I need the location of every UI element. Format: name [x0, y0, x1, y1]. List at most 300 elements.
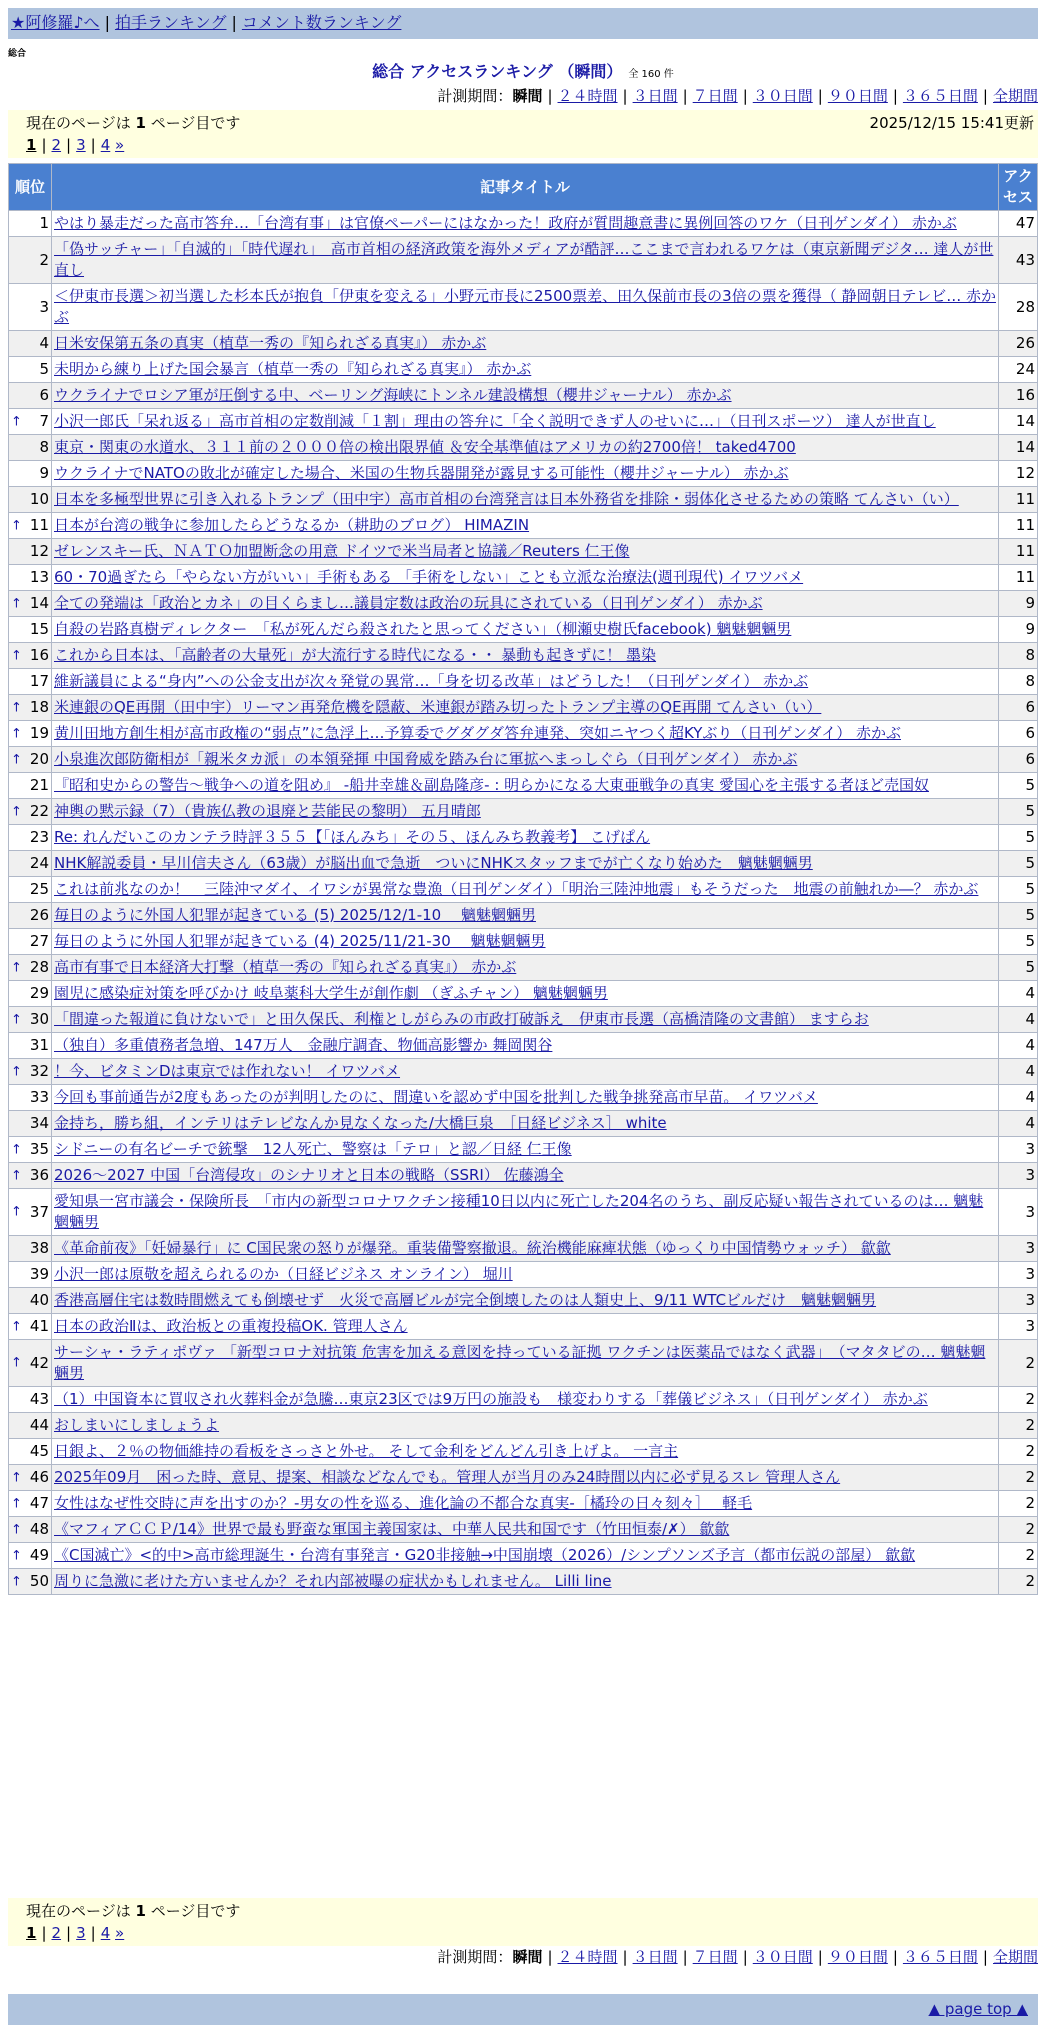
access-count: 8 [999, 643, 1037, 668]
access-count: 2 [999, 1413, 1037, 1438]
article-title-link[interactable]: 「間違った報道に負けないで」と田久保氏、利権としがらみの市政打破訴え 伊東市長選（高橋清隆の文書館） ますらお [54, 1010, 869, 1028]
title-cell [52, 1007, 998, 1032]
article-title-link[interactable]: サーシャ・ラティポヴァ 「新型コロナ対抗策 危害を加える意図を持っている証拠 ワクチンは医薬品ではなく武器」 （マタタビの… 魑魅魍魎男 [54, 1343, 986, 1382]
access-count: 6 [999, 695, 1037, 720]
period-selector-bottom [437, 1946, 1038, 1968]
article-title-link[interactable]: 日本の政治Ⅱは、政治板との重複投稿OK. 管理人さん [54, 1317, 408, 1335]
access-count: 5 [999, 877, 1037, 902]
access-count: 9 [999, 591, 1037, 616]
access-count: 3 [999, 1314, 1037, 1339]
table-row [9, 617, 1037, 642]
title-cell [52, 1163, 998, 1188]
rank-number: 41 [29, 1317, 49, 1335]
title-cell [52, 1387, 998, 1412]
title-cell [52, 721, 998, 746]
home-link[interactable]: ★阿修羅♪へ [11, 13, 100, 32]
access-count: 5 [999, 799, 1037, 824]
rank-number: 6 [39, 386, 49, 404]
separator: | [682, 1948, 688, 1966]
article-title-link[interactable]: NHK解説委員・早川信夫さん（63歳）が脳出血で急逝 ついにNHKスタッフまでが亡くなり始めた 魑魅魍魎男 [54, 854, 813, 872]
article-title-link[interactable]: 小沢一郎は原敬を超えられるのか（日経ビジネス オンライン） 堀川 [54, 1265, 513, 1283]
table-row [9, 1491, 1037, 1516]
period-link[interactable]: ９０日間 [827, 87, 888, 105]
table-row [9, 1439, 1037, 1464]
article-title-link[interactable]: 「偽サッチャー」「自滅的」「時代遅れ」 高市首相の経済政策を海外メディアが酷評…ここまで言われるワケは（東京新聞デジタ… 達人が世直し [54, 240, 994, 279]
page-text-pre: 現在のページは [26, 1902, 131, 1920]
pagination-link[interactable]: 3 [76, 136, 86, 154]
rank-up-icon: ↑ [11, 1142, 22, 1157]
separator: | [682, 87, 688, 105]
article-title-link[interactable]: 『昭和史からの警告〜戦争への道を阻め』 -船井幸雄＆副島隆彦- : 明らかになる大東亜戦争の真実 愛国心を主張する者ほど売国奴 [54, 776, 929, 794]
period-link[interactable]: 全期間 [992, 1948, 1038, 1966]
table-row [9, 539, 1037, 564]
title-cell [52, 487, 998, 512]
title-cell [52, 383, 998, 408]
rank-number: 8 [39, 438, 49, 456]
article-title-link[interactable]: ゼレンスキー氏、ＮＡＴＯ加盟断念の用意 ドイツで米当局者と協議／Reuters 仁王像 [54, 542, 630, 560]
rank-cell [9, 513, 51, 538]
separator: | [231, 13, 237, 32]
title-cell [52, 1137, 998, 1162]
rank-number: 28 [29, 958, 49, 976]
access-count: 4 [999, 1033, 1037, 1058]
rank-cell [9, 929, 51, 954]
rank-up-icon: ↑ [11, 1522, 22, 1537]
rank-number: 11 [29, 516, 49, 534]
article-title-link[interactable]: 日米安保第五条の真実（植草一秀の『知られざる真実』） 赤かぶ [54, 334, 487, 352]
title-cell [52, 284, 998, 330]
access-count: 3 [999, 1189, 1037, 1235]
rank-number: 12 [29, 542, 49, 560]
title-cell [52, 1439, 998, 1464]
rank-cell [9, 211, 51, 236]
access-count: 5 [999, 903, 1037, 928]
article-title-link[interactable]: 金持ち，勝ち組，インテリはテレビなんか見なくなった/大橋巨泉 ［日経ビジネス］ white [54, 1114, 667, 1132]
pagination-link[interactable]: 3 [76, 1924, 86, 1942]
period-link[interactable]: ２４時間 [557, 1948, 618, 1966]
article-title-link[interactable]: これは前兆なのか！ 三陸沖マダイ、イワシが異常な豊漁（日刊ゲンダイ）「明治三陸沖地震」もそうだった 地震の前触れか―？ 赤かぶ [54, 880, 979, 898]
rank-number: 39 [29, 1265, 49, 1283]
rank-cell [9, 487, 51, 512]
rank-cell [9, 669, 51, 694]
separator: | [742, 87, 748, 105]
separator: | [41, 136, 47, 154]
separator: | [892, 1948, 898, 1966]
rank-number: 1 [39, 214, 49, 232]
access-count: 4 [999, 981, 1037, 1006]
title-cell [52, 955, 998, 980]
rank-header: 順位 [9, 164, 51, 210]
rank-up-icon: ↑ [11, 1574, 22, 1589]
rank-up-icon: ↑ [11, 1064, 22, 1079]
access-count: 11 [999, 539, 1037, 564]
period-label: 計測期間： [437, 87, 513, 105]
period-link[interactable]: ９０日間 [827, 1948, 888, 1966]
rank-number: 7 [39, 412, 49, 430]
table-row [9, 591, 1037, 616]
table-row [9, 1059, 1037, 1084]
title-cell [52, 1085, 998, 1110]
pagination-next[interactable]: » [115, 136, 125, 154]
article-title-link[interactable]: 毎日のように外国人犯罪が起きている (4) 2025/11/21-30 魑魅魍魎男 [54, 932, 546, 950]
page-info-top [8, 110, 1038, 158]
article-title-link[interactable]: 《革命前夜》「妊婦暴行」に C国民衆の怒りが爆発。重装備警察撤退。統治機能麻痺状態（ゆっくり中国情勢ウォッチ） 歙歙 [54, 1239, 891, 1257]
rank-number: 5 [39, 360, 49, 378]
access-count: 5 [999, 929, 1037, 954]
rank-number: 34 [29, 1114, 49, 1132]
title-cell [52, 1236, 998, 1261]
top-nav-bar [8, 8, 1038, 39]
separator: | [817, 87, 823, 105]
access-count: 3 [999, 1236, 1037, 1261]
page-info-bottom [8, 1898, 1038, 1946]
rank-number: 2 [39, 250, 49, 269]
article-title-link[interactable]: 《マフィアＣＣＰ/14》世界で最も野蛮な軍国主義国家は、中華人民共和国です（竹田恒泰/✗） 歙歙 [54, 1520, 730, 1538]
rank-number: 40 [29, 1291, 49, 1309]
rank-up-icon: ↑ [11, 960, 22, 975]
rank-cell [9, 409, 51, 434]
rank-number: 36 [29, 1166, 49, 1184]
rank-cell [9, 747, 51, 772]
rank-cell [9, 903, 51, 928]
article-title-link[interactable]: 神輿の黙示録（7）（貴族仏教の退廃と芸能民の黎明） 五月晴郎 [54, 802, 481, 820]
article-title-link[interactable]: 愛知県一宮市議会・保険所長 「市内の新型コロナワクチン接種10日以内に死亡した204名のうち、副反応疑い報告されているのは… 魑魅魍魎男 [54, 1192, 984, 1231]
period-label: 計測期間： [437, 1948, 513, 1966]
rank-cell [9, 383, 51, 408]
title-cell [52, 591, 998, 616]
access-count: 11 [999, 513, 1037, 538]
table-row [9, 955, 1037, 980]
rank-number: 33 [29, 1088, 49, 1106]
table-row [9, 1236, 1037, 1261]
rank-number: 14 [29, 594, 49, 612]
pagination-link[interactable]: 2 [51, 136, 62, 154]
article-title-link[interactable]: ＜伊東市長選＞初当選した杉本氏が抱負「伊東を変える」小野元市長に2500票差、田久保前市長の3倍の票を獲得（ 静岡朝日テレビ… 赤かぶ [54, 287, 996, 326]
access-count: 4 [999, 1059, 1037, 1084]
article-title-link[interactable]: 2026～2027 中国「台湾侵攻」のシナリオと日本の戦略（SSRI） 佐藤鴻全 [54, 1166, 564, 1184]
rank-up-icon: ↑ [11, 518, 22, 533]
rank-cell [9, 539, 51, 564]
article-title-link[interactable]: 60・70過ぎたら「やらない方がいい」手術もある 「手術をしない」ことも立派な治療法(週刊現代) イワツバメ [54, 568, 804, 586]
article-title-link[interactable]: （1）中国資本に買収され火葬料金が急騰…東京23区では9万円の施設も 様変わりする「葬儀ビジネス」（日刊ゲンダイ） 赤かぶ [54, 1390, 928, 1408]
rank-cell [9, 1111, 51, 1136]
pagination-next[interactable]: » [115, 1924, 125, 1942]
access-count: 2 [999, 1387, 1037, 1412]
title-cell [52, 617, 998, 642]
table-row [9, 981, 1037, 1006]
title-cell [52, 695, 998, 720]
separator: | [66, 136, 72, 154]
article-title-link[interactable]: 園児に感染症対策を呼びかけ 岐阜薬科大学生が創作劇 （ぎふチャン） 魑魅魍魎男 [54, 984, 608, 1002]
separator: | [742, 1948, 748, 1966]
separator: | [622, 87, 628, 105]
pagination-current: 1 [26, 1924, 37, 1942]
table-row [9, 237, 1037, 283]
access-count: 11 [999, 565, 1037, 590]
separator: | [817, 1948, 823, 1966]
rank-cell [9, 1262, 51, 1287]
page-top-link[interactable]: ▲ page top ▲ [928, 2000, 1028, 2018]
separator: | [41, 1924, 47, 1942]
category-tag: 総合 [8, 49, 27, 59]
article-title-link[interactable]: やはり暴走だった高市答弁…「台湾有事」は官僚ペーパーにはなかった！政府が質問趣意書に異例回答のワケ（日刊ゲンダイ） 赤かぶ [54, 214, 957, 232]
access-count: 4 [999, 1085, 1037, 1110]
title-cell [52, 1262, 998, 1287]
access-count: 3 [999, 1262, 1037, 1287]
period-link[interactable]: ３０日間 [752, 87, 813, 105]
table-row [9, 799, 1037, 824]
rank-number: 45 [29, 1442, 49, 1460]
article-title-link[interactable]: 周りに急激に老けた方いませんか？それ内部被曝の症状かもしれません。 Lilli line [54, 1572, 612, 1590]
total-count: 全 160 件 [628, 69, 674, 80]
article-title-link[interactable]: 高市有事で日本経済大打撃（植草一秀の『知られざる真実』） 赤かぶ [54, 958, 517, 976]
article-title-link[interactable]: Re: れんだいこのカンテラ時評３５５【「ほんみち」その５、ほんみち教義考】 こげぱん [54, 828, 651, 846]
pagination [26, 134, 1020, 156]
table-row [9, 695, 1037, 720]
table-row [9, 643, 1037, 668]
period-link[interactable]: ３６５日間 [902, 87, 978, 105]
table-row [9, 903, 1037, 928]
access-count: 26 [999, 331, 1037, 356]
article-title-link[interactable]: 東京・関東の水道水、３１１前の２０００倍の検出限界値 ＆安全基準値はアメリカの約2700倍！ taked4700 [54, 438, 796, 456]
table-row [9, 284, 1037, 330]
rank-up-icon: ↑ [11, 596, 22, 611]
title-cell [52, 409, 998, 434]
title-cell [52, 773, 998, 798]
rank-number: 21 [29, 776, 49, 794]
rank-up-icon: ↑ [11, 1319, 22, 1334]
period-link[interactable]: ３日間 [632, 87, 678, 105]
rank-cell [9, 877, 51, 902]
table-row [9, 929, 1037, 954]
table-row [9, 773, 1037, 798]
rank-cell [9, 284, 51, 330]
article-title-link[interactable]: 米連銀のQE再開（田中宇）リーマン再発危機を隠蔽、米連銀が踏み切ったトランプ主導のQE再開 てんさい（い） [54, 698, 822, 716]
rank-number: 13 [29, 568, 49, 586]
rank-up-icon: ↑ [11, 1204, 22, 1220]
access-count: 5 [999, 773, 1037, 798]
table-row [9, 565, 1037, 590]
pagination-link[interactable]: 4 [100, 136, 111, 154]
period-current: 瞬間 [512, 1948, 543, 1966]
rank-number: 32 [29, 1062, 49, 1080]
rank-cell [9, 643, 51, 668]
article-title-link[interactable]: 毎日のように外国人犯罪が起きている (5) 2025/12/1-10 魑魅魍魎男 [54, 906, 536, 924]
rank-cell [9, 1387, 51, 1412]
title-cell [52, 435, 998, 460]
table-row [9, 383, 1037, 408]
rank-number: 26 [29, 906, 49, 924]
rank-cell [9, 1543, 51, 1568]
table-row [9, 1340, 1037, 1386]
rank-cell [9, 1439, 51, 1464]
article-title-link[interactable]: 未明から練り上げた国会暴言（植草一秀の『知られざる真実』） 赤かぶ [54, 360, 532, 378]
table-row [9, 513, 1037, 538]
title-cell [52, 461, 998, 486]
title-cell [52, 513, 998, 538]
article-title-link[interactable]: 小泉進次郎防衛相が「親米タカ派」の本領発揮 中国脅威を踏み台に軍拡へまっしぐら（日刊ゲンダイ） 赤かぶ [54, 750, 798, 768]
rank-number: 4 [39, 334, 49, 352]
table-row [9, 409, 1037, 434]
title-cell [52, 1491, 998, 1516]
title-cell [52, 1288, 998, 1313]
access-count: 6 [999, 747, 1037, 772]
article-title-link[interactable]: 《C国滅亡》<的中>高市総理誕生・台湾有事発言・G20非接触→中国崩壊（2026）/シンプソンズ予言（都市伝説の部屋） 歙歙 [54, 1546, 916, 1564]
rank-up-icon: ↑ [11, 1355, 22, 1371]
article-title-link[interactable]: 女性はなぜ性交時に声を出すのか？-男女の性を巡る、進化論の不都合な真実-［橘玲の日々刻々］ 軽毛 [54, 1494, 753, 1512]
rank-number: 25 [29, 880, 49, 898]
period-link[interactable]: ３０日間 [752, 1948, 813, 1966]
title-cell [52, 903, 998, 928]
rank-number: 18 [29, 698, 49, 716]
access-count: 28 [999, 284, 1037, 330]
period-link[interactable]: ７日間 [692, 87, 738, 105]
article-title-link[interactable]: 黄川田地方創生相が高市政権の“弱点”に急浮上…予算委でグダグダ答弁連発、突如ニヤつく超KYぶり（日刊ゲンダイ） 赤かぶ [54, 724, 901, 742]
access-count: 3 [999, 1163, 1037, 1188]
article-title-link[interactable]: ！今、ビタミンDは東京では作れない！ イワツバメ [54, 1062, 401, 1080]
rank-cell [9, 435, 51, 460]
access-count: 3 [999, 1288, 1037, 1313]
table-row [9, 1033, 1037, 1058]
table-row [9, 461, 1037, 486]
title-cell [52, 1314, 998, 1339]
article-title-link[interactable]: 香港高層住宅は数時間燃えても倒壊せず 火災で高層ビルが完全倒壊したのは人類史上、9/11 WTCビルだけ 魑魅魍魎男 [54, 1291, 877, 1309]
table-row [9, 357, 1037, 382]
period-link[interactable]: ７日間 [692, 1948, 738, 1966]
article-title-link[interactable]: ウクライナでNATOの敗北が確定した場合、米国の生物兵器開発が露見する可能性（櫻井ジャーナル） 赤かぶ [54, 464, 789, 482]
title-cell [52, 929, 998, 954]
rank-number: 20 [29, 750, 49, 768]
article-title-link[interactable]: シドニーの有名ビーチで銃撃 12人死亡、警察は「テロ」と認／日経 仁王像 [54, 1140, 572, 1158]
title-cell [52, 211, 998, 236]
article-title-link[interactable]: 自殺の岩路真樹ディレクター 「私が死んだら殺されたと思ってください」（柳瀬史樹氏facebook) 魑魅魍魎男 [54, 620, 792, 638]
rank-number: 42 [29, 1353, 49, 1372]
period-link[interactable]: 全期間 [992, 87, 1038, 105]
table-row [9, 1163, 1037, 1188]
period-link[interactable]: ３日間 [632, 1948, 678, 1966]
access-count: 12 [999, 461, 1037, 486]
period-link[interactable]: ３６５日間 [902, 1948, 978, 1966]
access-header: アクセス [999, 164, 1037, 210]
title-cell [52, 1465, 998, 1490]
article-title-link[interactable]: これから日本は、「高齢者の大量死」が大流行する時代になる・・ 暴動も起きずに！ 墨染 [54, 646, 657, 664]
rank-cell [9, 851, 51, 876]
title-cell [52, 877, 998, 902]
separator: | [982, 87, 988, 105]
table-row [9, 1288, 1037, 1313]
article-title-link[interactable]: 日本を多極型世界に引き入れるトランプ（田中宇）高市首相の台湾発言は日本外務省を排除・弱体化させるための策略 てんさい（い） [54, 490, 959, 508]
title-cell [52, 1543, 998, 1568]
page-text-pre: 現在のページは [26, 114, 131, 132]
table-row [9, 1111, 1037, 1136]
comment-ranking-link[interactable]: コメント数ランキング [241, 13, 402, 32]
access-count: 2 [999, 1569, 1037, 1594]
access-count: 5 [999, 955, 1037, 980]
applause-ranking-link[interactable]: 拍手ランキング [114, 13, 227, 32]
title-cell [52, 1413, 998, 1438]
article-title-link[interactable]: 日銀よ、２％の物価維持の看板をさっさと外せ。 そして金利をどんどん引き上げよ。 一言主 [54, 1442, 679, 1460]
access-count: 2 [999, 1340, 1037, 1386]
rank-up-icon: ↑ [11, 1168, 22, 1183]
article-title-link[interactable]: 2025年09月 困った時、意見、提案、相談などなんでも。管理人が当月のみ24時間以内に必ず見るスレ 管理人さん [54, 1468, 841, 1486]
rank-number: 30 [29, 1010, 49, 1028]
article-title-link[interactable]: （独自）多重債務者急増、147万人 金融庁調査、物価高影響か 舞岡関谷 [54, 1036, 553, 1054]
title-cell [52, 1059, 998, 1084]
rank-cell [9, 825, 51, 850]
access-count: 14 [999, 435, 1037, 460]
rank-up-icon: ↑ [11, 752, 22, 767]
table-row [9, 669, 1037, 694]
access-count: 4 [999, 1007, 1037, 1032]
table-row [9, 1543, 1037, 1568]
table-row [9, 1314, 1037, 1339]
table-row [9, 877, 1037, 902]
access-count: 5 [999, 851, 1037, 876]
title-header: 記事タイトル [52, 164, 998, 210]
rank-cell [9, 565, 51, 590]
rank-number: 23 [29, 828, 49, 846]
period-current: 瞬間 [512, 87, 543, 105]
title-cell [52, 237, 998, 283]
rank-number: 47 [29, 1494, 49, 1512]
article-title-link[interactable]: おしまいにしましょうよ [54, 1416, 220, 1434]
ranking-table [8, 163, 1038, 1595]
pagination-link[interactable]: 2 [51, 1924, 62, 1942]
title-cell [52, 539, 998, 564]
rank-up-icon: ↑ [11, 804, 22, 819]
rank-cell [9, 799, 51, 824]
access-count: 2 [999, 1491, 1037, 1516]
table-row [9, 1387, 1037, 1412]
article-title-link[interactable]: 維新議員による“身内”への公金支出が次々発覚の異常…「身を切る改革」はどうした！（日刊ゲンダイ） 赤かぶ [54, 672, 809, 690]
rank-number: 46 [29, 1468, 49, 1486]
table-row [9, 851, 1037, 876]
rank-cell [9, 1236, 51, 1261]
table-row [9, 1262, 1037, 1287]
rank-cell [9, 1288, 51, 1313]
article-title-link[interactable]: 今回も事前通告が2度もあったのが判明したのに、間違いを認めず中国を批判した戦争挑発高市早苗。 イワツバメ [54, 1088, 818, 1106]
title-cell [52, 1189, 998, 1235]
period-link[interactable]: ２４時間 [557, 87, 618, 105]
article-title-link[interactable]: 日本が台湾の戦争に参加したらどうなるか（耕助のブログ） HIMAZIN [54, 516, 530, 534]
article-title-link[interactable]: 小沢一郎氏「呆れ返る」高市首相の定数削減「１割」理由の答弁に「全く説明できず人のせいに…」（日刊スポーツ） 達人が世直し [54, 412, 936, 430]
article-title-link[interactable]: 全ての発端は「政治とカネ」の目くらまし…議員定数は政治の玩具にされている（日刊ゲンダイ） 赤かぶ [54, 594, 763, 612]
rank-number: 3 [39, 297, 49, 316]
rank-number: 43 [29, 1390, 49, 1408]
article-title-link[interactable]: ウクライナでロシア軍が圧倒する中、ベーリング海峡にトンネル建設構想（櫻井ジャーナル） 赤かぶ [54, 386, 732, 404]
separator: | [66, 1924, 72, 1942]
rank-cell [9, 1137, 51, 1162]
rank-up-icon: ↑ [11, 1496, 22, 1511]
access-count: 11 [999, 487, 1037, 512]
table-row [9, 211, 1037, 236]
rank-cell [9, 1189, 51, 1235]
pagination-current: 1 [26, 136, 37, 154]
title-cell [52, 669, 998, 694]
access-count: 16 [999, 383, 1037, 408]
title-cell [52, 825, 998, 850]
rank-cell [9, 1465, 51, 1490]
access-count: 5 [999, 825, 1037, 850]
rank-number: 49 [29, 1546, 49, 1564]
title-cell [52, 981, 998, 1006]
separator: | [892, 87, 898, 105]
table-row [9, 1189, 1037, 1235]
updated-timestamp: 2025/12/15 15:41更新 [869, 114, 1034, 132]
pagination-link[interactable]: 4 [100, 1924, 111, 1942]
rank-number: 9 [39, 464, 49, 482]
rank-number: 48 [29, 1520, 49, 1538]
